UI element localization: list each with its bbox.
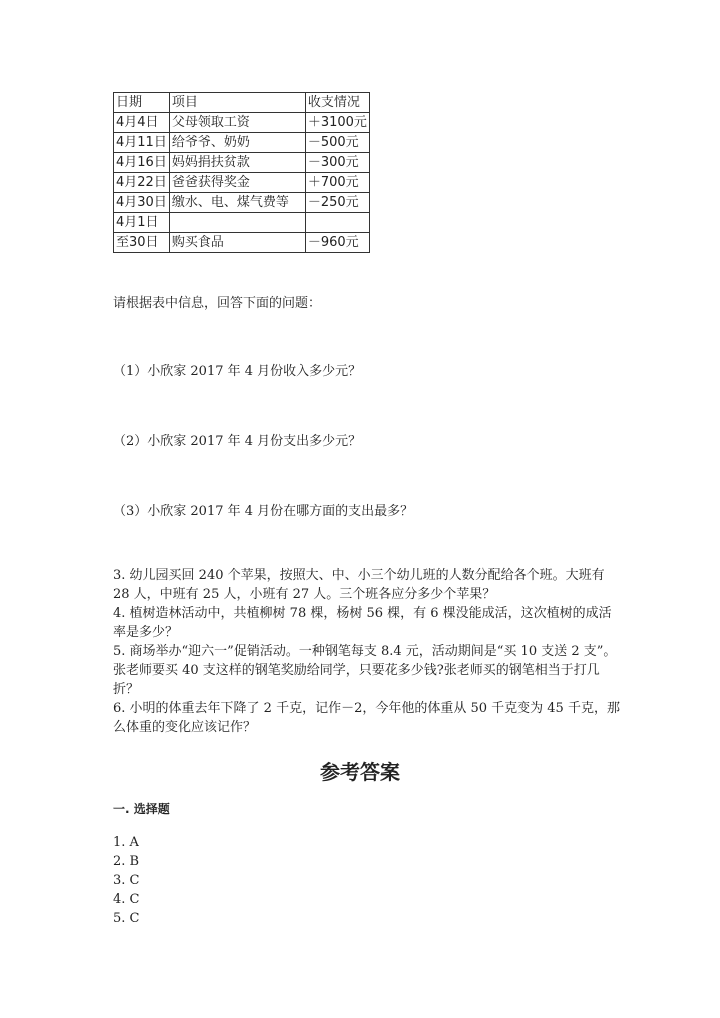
answer-2: 2. B [113,854,140,869]
table-row [114,113,370,133]
table-cell: 4月4日 [114,113,170,133]
table-cell: －250元 [305,193,369,213]
table-cell: －960元 [305,233,369,253]
table-cell: 父母领取工资 [169,113,305,133]
question-1: （1）小欣家 2017 年 4 月份收入多少元？ [113,364,362,379]
question-2: （2）小欣家 2017 年 4 月份支出多少元？ [113,434,362,449]
problem-6: 6. 小明的体重去年下降了 2 千克，记作－2，今年他的体重从 50 千克变为 45 千克，那么体重的变化应该记作？ [113,701,620,735]
table-cell: 爸爸获得奖金 [169,173,305,193]
problem-5: 5. 商场举办“迎六一”促销活动。一种钢笔每支 8.4 元，活动期间是“买 10 支送 2 支”。张老师要买 40 支这样的钢笔奖励给同学，只要花多少钱?张老师买的钢笔相当于打几折？ [113,644,617,697]
section-title: 一. 选择题 [113,802,170,816]
table-cell: ＋3100元 [305,113,369,133]
table-cell: 购买食品 [169,233,305,253]
header-cell: 收支情况 [305,93,369,113]
answer-5: 5. C [113,911,140,926]
table-cell: －500元 [305,133,369,153]
table-cell: ＋700元 [305,173,369,193]
table-cell: 4月11日 [114,133,170,153]
table-row [114,153,370,173]
table-cell: 4月16日 [114,153,170,173]
table-cell [169,213,305,233]
table-cell [305,213,369,233]
header-cell: 日期 [114,93,170,113]
table-cell: 给爷爷、奶奶 [169,133,305,153]
table-cell: －300元 [305,153,369,173]
table-row [114,233,370,253]
header-cell: 项目 [169,93,305,113]
table-cell: 缴水、电、煤气费等 [169,193,305,213]
answers-heading: 参考答案 [320,760,400,784]
table-cell: 至30日 [114,233,170,253]
answer-4: 4. C [113,892,140,907]
problem-3: 3. 幼儿园买回 240 个苹果，按照大、中、小三个幼儿班的人数分配给各个班。大班有 28 人，中班有 25 人，小班有 27 人。三个班各应分多少个苹果？ [113,568,605,602]
answer-1: 1. A [113,835,139,850]
question-3: （3）小欣家 2017 年 4 月份在哪方面的支出最多？ [113,504,414,519]
table-cell: 4月30日 [114,193,170,213]
table-cell: 4月22日 [114,173,170,193]
table-header-row [114,93,370,113]
table-cell: 妈妈捐扶贫款 [169,153,305,173]
answer-3: 3. C [113,873,140,888]
instruction-text: 请根据表中信息，回答下面的问题： [113,296,322,311]
table-row [114,213,370,233]
table-row [114,133,370,153]
table-row [114,193,370,213]
table-row [114,173,370,193]
table-cell: 4月1日 [114,213,170,233]
problem-4: 4. 植树造林活动中，共植柳树 78 棵，杨树 56 棵，有 6 棵没能成活，这次植树的成活率是多少？ [113,606,612,640]
income-expense-table [113,92,370,253]
